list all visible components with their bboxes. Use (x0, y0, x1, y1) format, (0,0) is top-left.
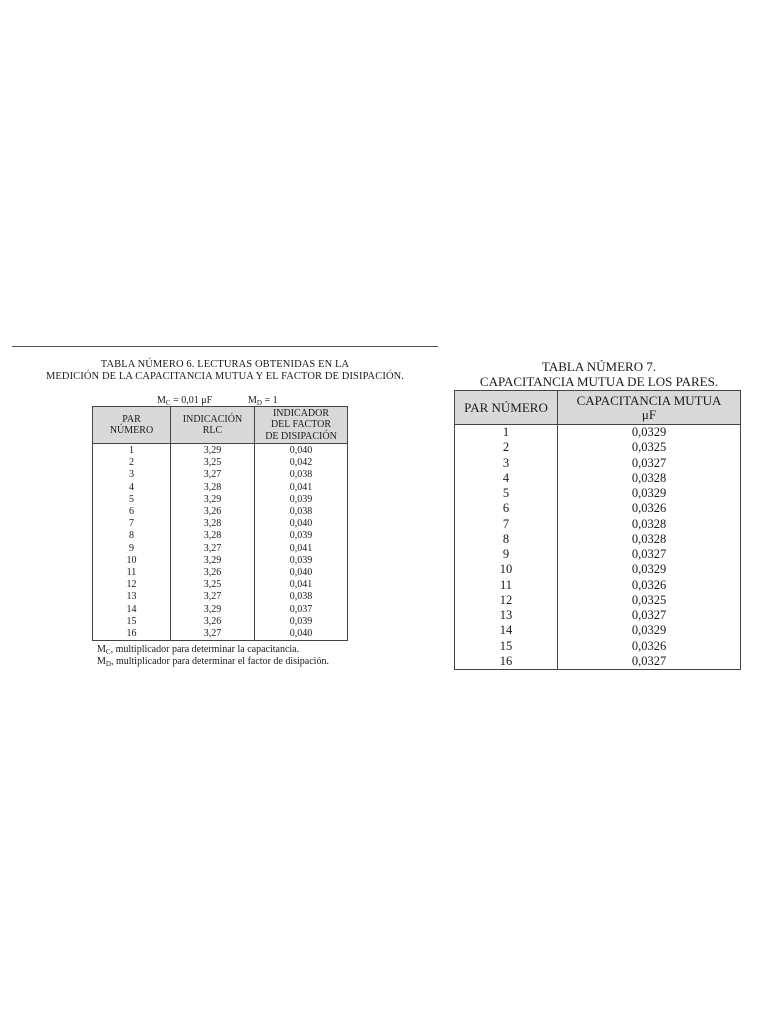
table6-row (93, 567, 348, 579)
table6-header-par-numero: PAR NÚMERO (93, 407, 171, 444)
table6-cell-par: 2 (93, 457, 171, 469)
table6-cell-rlc: 3,26 (171, 506, 255, 518)
table7-row (455, 501, 741, 516)
table7-cell-capacitancia: 0,0328 (558, 517, 741, 532)
table6-cell-factor: 0,037 (255, 604, 348, 616)
table6-title-line1: TABLA NÚMERO 6. LECTURAS OBTENIDAS EN LA (100, 359, 350, 370)
table6-cell-factor: 0,039 (255, 616, 348, 628)
table7-cell-capacitancia: 0,0329 (558, 562, 741, 577)
table7-title (454, 359, 744, 389)
table6-cell-factor: 0,039 (255, 494, 348, 506)
table6-cell-rlc: 3,29 (171, 444, 255, 458)
table6-cell-factor: 0,038 (255, 506, 348, 518)
table6-cell-par: 10 (93, 555, 171, 567)
table6-row (93, 518, 348, 530)
table7-cell-par: 3 (455, 456, 558, 471)
table7-title-line1: TABLA NÚMERO 7. (541, 359, 657, 374)
note-md: $M_D$, multiplicador para determinar el factor de disipación. (97, 656, 329, 668)
table6-cell-factor: 0,042 (255, 457, 348, 469)
table6-cell-factor: 0,041 (255, 482, 348, 494)
table6-cell-par: 8 (93, 530, 171, 542)
table6-cell-rlc: 3,26 (171, 616, 255, 628)
table7-row (455, 654, 741, 670)
table6-title-line2: MEDICIÓN DE LA CAPACITANCIA MUTUA Y EL FACTOR DE DISIPACIÓN. (45, 371, 405, 382)
table7-cell-capacitancia: 0,0327 (558, 608, 741, 623)
table6-header-indicacion-rlc: INDICACIÓN RLC (171, 407, 255, 444)
table7-header-row (455, 391, 741, 425)
table6-cell-factor: 0,040 (255, 518, 348, 530)
table7-cell-capacitancia: 0,0326 (558, 578, 741, 593)
table6-row (93, 482, 348, 494)
table6-cell-rlc: 3,27 (171, 543, 255, 555)
table7-cell-par: 16 (455, 654, 558, 670)
table6-row (93, 555, 348, 567)
table7-row (455, 517, 741, 532)
table6-cell-par: 16 (93, 628, 171, 641)
table6-cell-par: 7 (93, 518, 171, 530)
table6-row (93, 469, 348, 481)
table6-cell-rlc: 3,29 (171, 494, 255, 506)
table7-cell-par: 15 (455, 639, 558, 654)
table6-cell-par: 13 (93, 591, 171, 603)
table7-cell-capacitancia: 0,0329 (558, 425, 741, 441)
table6-cell-rlc: 3,27 (171, 628, 255, 641)
table7-row (455, 486, 741, 501)
table6-cell-par: 1 (93, 444, 171, 458)
table6-cell-rlc: 3,27 (171, 591, 255, 603)
table7-cell-par: 10 (455, 562, 558, 577)
table7-row (455, 593, 741, 608)
table7-row (455, 578, 741, 593)
table6-cell-par: 5 (93, 494, 171, 506)
table6 (92, 406, 348, 641)
table6-cell-factor: 0,040 (255, 444, 348, 458)
table7-cell-par: 6 (455, 501, 558, 516)
note-mc: $M_C$, multiplicador para determinar la capacitancia. (97, 644, 300, 656)
table6-cell-rlc: 3,29 (171, 604, 255, 616)
table6-cell-par: 6 (93, 506, 171, 518)
table6-cell-factor: 0,040 (255, 567, 348, 579)
table6-cell-factor: 0,040 (255, 628, 348, 641)
table6-row (93, 444, 348, 458)
table6-cell-rlc: 3,25 (171, 457, 255, 469)
table7-row (455, 623, 741, 638)
table7-header-par-numero: PAR NÚMERO (455, 391, 558, 425)
table7-cell-par: 4 (455, 471, 558, 486)
table6-cell-par: 14 (93, 604, 171, 616)
table7-header-capacitancia: CAPACITANCIA MUTUA μF (558, 391, 741, 425)
table7-cell-par: 14 (455, 623, 558, 638)
top-divider-line (12, 346, 438, 347)
table6-row (93, 494, 348, 506)
multiplier-mc: $M_C = 0,01$ μF (157, 395, 213, 407)
table6-row (93, 457, 348, 469)
table7-body (455, 425, 741, 670)
table7-cell-par: 12 (455, 593, 558, 608)
table6-cell-factor: 0,039 (255, 555, 348, 567)
table6-cell-rlc: 3,28 (171, 482, 255, 494)
table6-notes (97, 644, 329, 668)
table6-header-factor-disipacion: INDICADOR DEL FACTOR DE DISIPACIÓN (255, 407, 348, 444)
table7-title-line2: CAPACITANCIA MUTUA DE LOS PARES. (479, 374, 719, 389)
table6-body (93, 444, 348, 641)
table7-cell-capacitancia: 0,0329 (558, 486, 741, 501)
table7-cell-par: 9 (455, 547, 558, 562)
table7-cell-capacitancia: 0,0329 (558, 623, 741, 638)
table7-row (455, 471, 741, 486)
table6-cell-par: 15 (93, 616, 171, 628)
table7 (454, 390, 741, 670)
table7-cell-par: 8 (455, 532, 558, 547)
table7-cell-capacitancia: 0,0325 (558, 440, 741, 455)
multiplier-md: $M_D = 1$ (248, 395, 278, 407)
table6-cell-par: 11 (93, 567, 171, 579)
table7-row (455, 608, 741, 623)
table7-cell-capacitancia: 0,0327 (558, 654, 741, 670)
table7-row (455, 639, 741, 654)
table7-cell-capacitancia: 0,0325 (558, 593, 741, 608)
table6-cell-rlc: 3,27 (171, 469, 255, 481)
table7-row (455, 532, 741, 547)
table6-row (93, 616, 348, 628)
table6-cell-factor: 0,039 (255, 530, 348, 542)
table7-row (455, 456, 741, 471)
table7-row (455, 562, 741, 577)
table6-cell-par: 3 (93, 469, 171, 481)
table7-cell-par: 13 (455, 608, 558, 623)
table7-cell-par: 7 (455, 517, 558, 532)
table7-cell-capacitancia: 0,0328 (558, 471, 741, 486)
table6-cell-rlc: 3,25 (171, 579, 255, 591)
table6-row (93, 628, 348, 641)
table7-row (455, 425, 741, 441)
table6-cell-par: 4 (93, 482, 171, 494)
table6-cell-factor: 0,041 (255, 543, 348, 555)
table6-cell-factor: 0,041 (255, 579, 348, 591)
table7-cell-capacitancia: 0,0328 (558, 532, 741, 547)
table7-cell-capacitancia: 0,0326 (558, 639, 741, 654)
table6-row (93, 543, 348, 555)
table6-cell-factor: 0,038 (255, 591, 348, 603)
table6-row (93, 591, 348, 603)
table7-cell-par: 5 (455, 486, 558, 501)
table6-cell-rlc: 3,28 (171, 530, 255, 542)
table6-row (93, 506, 348, 518)
table7-cell-capacitancia: 0,0327 (558, 456, 741, 471)
table7-row (455, 440, 741, 455)
table6-cell-rlc: 3,26 (171, 567, 255, 579)
table7-row (455, 547, 741, 562)
table7-cell-capacitancia: 0,0326 (558, 501, 741, 516)
table6-cell-factor: 0,038 (255, 469, 348, 481)
table7-cell-par: 1 (455, 425, 558, 441)
table6-row (93, 604, 348, 616)
table6-cell-par: 12 (93, 579, 171, 591)
table6-row (93, 579, 348, 591)
table6-cell-rlc: 3,28 (171, 518, 255, 530)
table6-cell-rlc: 3,29 (171, 555, 255, 567)
table6-cell-par: 9 (93, 543, 171, 555)
table7-cell-par: 2 (455, 440, 558, 455)
table6-header-row (93, 407, 348, 444)
table6-title (12, 359, 438, 383)
table7-cell-capacitancia: 0,0327 (558, 547, 741, 562)
table7-cell-par: 11 (455, 578, 558, 593)
table6-row (93, 530, 348, 542)
